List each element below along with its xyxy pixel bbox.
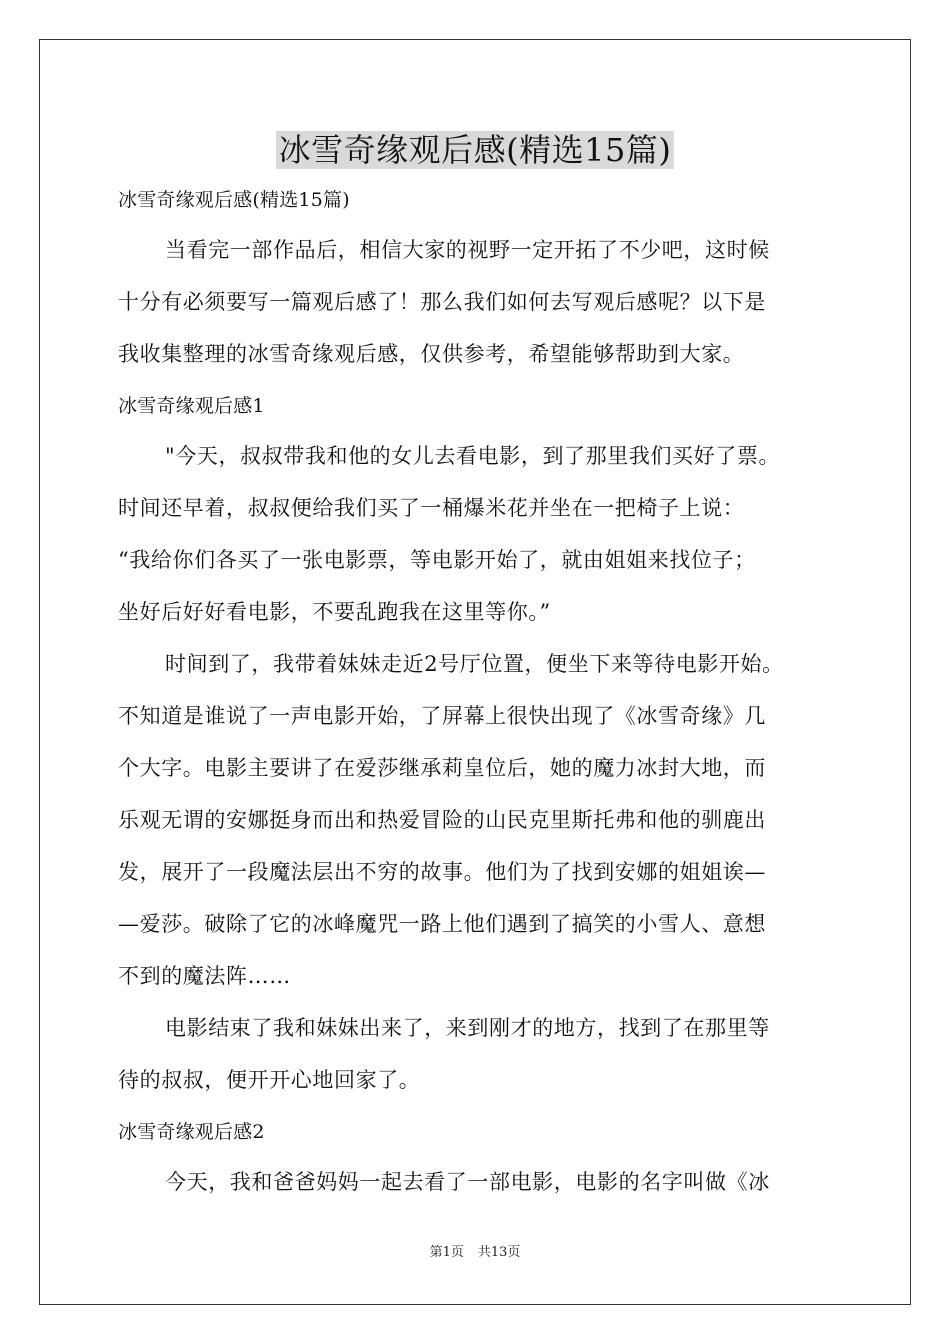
subtitle-line: 冰雪奇缘观后感(精选15篇) — [118, 189, 350, 211]
paragraph-line: —爱莎。破除了它的冰峰魔咒一路上他们遇到了搞笑的小雪人、意想 — [118, 912, 766, 936]
section-heading-1: 冰雪奇缘观后感1 — [118, 395, 265, 417]
document-title-text: 冰雪奇缘观后感(精选15篇) — [276, 131, 675, 169]
paragraph-line: 电影结束了我和妹妹出来了，来到刚才的地方，找到了在那里等 — [165, 1016, 770, 1040]
page-footer — [0, 1243, 950, 1263]
document-body — [118, 178, 858, 1212]
paragraph-line: 时间还早着，叔叔便给我们买了一桶爆米花并坐在一把椅子上说： — [118, 496, 745, 520]
paragraph-line: 个大字。电影主要讲了在爱莎继承莉皇位后，她的魔力冰封大地，而 — [118, 756, 766, 780]
paragraph-line: 我收集整理的冰雪奇缘观后感，仅供参考，希望能够帮助到大家。 — [118, 342, 745, 366]
paragraph-line: 发，展开了一段魔法层出不穷的故事。他们为了找到安娜的姐姐诶— — [118, 860, 766, 884]
page-total: 共13页 — [477, 1245, 521, 1260]
paragraph-line: 时间到了，我带着妹妹走近2号厅位置，便坐下来等待电影开始。 — [165, 652, 784, 676]
section-heading-2: 冰雪奇缘观后感2 — [118, 1121, 265, 1143]
page-number: 第1页 — [429, 1245, 464, 1260]
paragraph-line: 不知道是谁说了一声电影开始，了屏幕上很快出现了《冰雪奇缘》几 — [118, 704, 766, 728]
paragraph-line: 待的叔叔，便开开心地回家了。 — [118, 1068, 421, 1092]
document-title — [0, 128, 950, 172]
paragraph-line: 乐观无谓的安娜挺身而出和热爱冒险的山民克里斯托弗和他的驯鹿出 — [118, 808, 766, 832]
paragraph-line: "今天，叔叔带我和他的女儿去看电影，到了那里我们买好了票。 — [165, 444, 781, 468]
paragraph-line: “我给你们各买了一张电影票，等电影开始了，就由姐姐来找位子； — [118, 548, 756, 572]
paragraph-line: 不到的魔法阵…… — [118, 964, 291, 988]
paragraph-line: 当看完一部作品后，相信大家的视野一定开拓了不少吧，这时候 — [165, 238, 770, 262]
paragraph-line: 今天，我和爸爸妈妈一起去看了一部电影，电影的名字叫做《冰 — [165, 1170, 770, 1194]
paragraph-line: 十分有必须要写一篇观后感了！那么我们如何去写观后感呢？以下是 — [118, 290, 766, 314]
paragraph-line: 坐好后好好看电影，不要乱跑我在这里等你。” — [118, 600, 551, 624]
